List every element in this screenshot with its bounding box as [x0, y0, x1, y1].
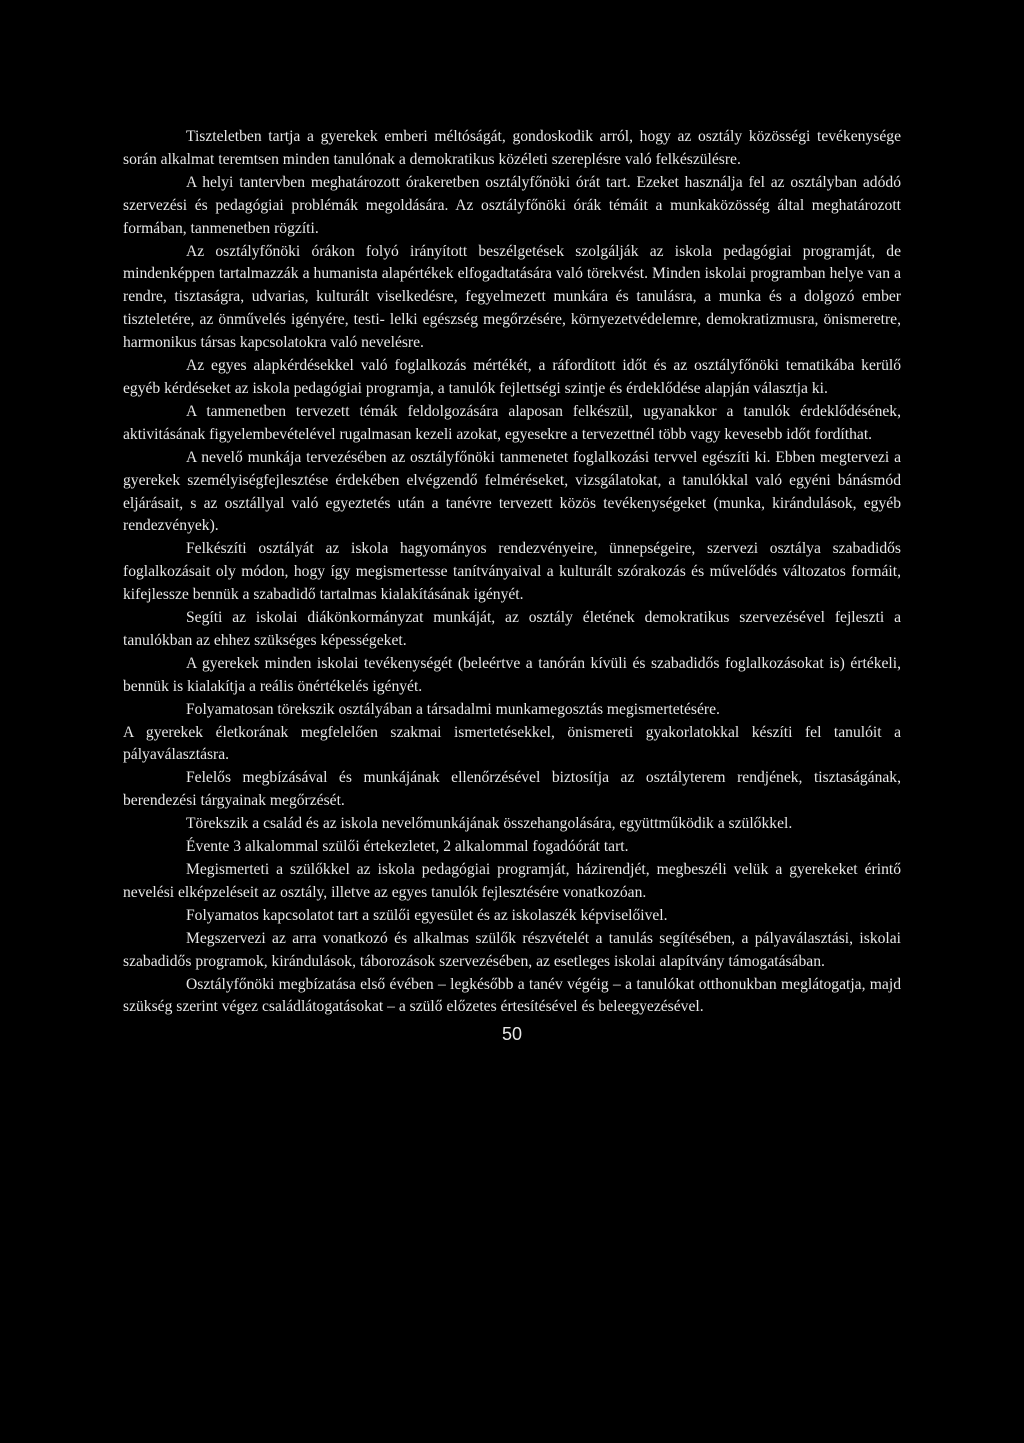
paragraph-12: Felelős megbízásával és munkájának ellenőrzésével biztosítja az osztályterem rendjének, tisztaságának, berendezési tárgyainak megőrzését.	[123, 769, 901, 810]
paragraph-14: Évente 3 alkalommal szülői értekezletet, 2 alkalommal fogadóórát tart.	[186, 838, 629, 856]
paragraph-4: Az egyes alapkérdésekkel való foglalkozás mértékét, a ráfordított időt és az osztályfőnöki tematikába kerülő egyéb kérdéseket az iskola pedagógiai programja, a tanulók fejlettségi szintje és érdeklődése alapján választja ki.	[123, 357, 901, 397]
paragraph-16: Folyamatos kapcsolatot tart a szülői egyesület és az iskolaszék képviselőivel.	[186, 906, 668, 924]
paragraph-5: A tanmenetben tervezett témák feldolgozására alaposan felkészül, ugyanakkor a tanulók érdeklődésének, aktivitásának figyelembevételével rugalmasan kezeli azokat, egyesekre a tervezettnél több vagy kevesebb időt fordíthat.	[123, 402, 901, 443]
paragraph-6: A nevelő munkája tervezésében az osztályfőnöki tanmenetet foglalkozási tervvel egészíti ki. Ebben megtervezi a gyerekek személyiségfejlesztése érdekében elvégzendő felméréseket, vizsgálatokat, a tanulókkal való egyéni bánásmód eljárásait, s az osztállyal való egyeztetés után a tanévre tervezett közös tevékenységeket (munka, kirándulások, egyéb rendezvények).	[123, 448, 901, 535]
page-number: 50	[501, 1024, 523, 1044]
paragraph-7: Felkészíti osztályát az iskola hagyományos rendezvényeire, ünnepségeire, szervezi osztálya szabadidős foglalkozásait oly módon, hogy így megismertesse tanítványaival a kulturált szórakozás és művelődés változatos formáit, kifejlessze bennük a szabadidő tartalmas kialakításának igényét.	[123, 540, 901, 604]
paragraph-1: Tiszteletben tartja a gyerekek emberi méltóságát, gondoskodik arról, hogy az osztály közösségi tevékenysége során alkalmat teremtsen minden tanulónak a demokratikus közéleti szereplésre való felkészülésre.	[123, 128, 901, 168]
paragraph-3: Az osztályfőnöki órákon folyó irányított beszélgetések szolgálják az iskola pedagógiai programját, de mindenképpen tartalmazzák a humanista alapértékek elfogadtatására való törekvést. Minden iskolai programban helye van a rendre, tisztaságra, udvarias, kulturált viselkedésre, fegyelmezett munkára és tanulásra, a munka és a dolgozó ember tiszteletére, az önművelés igényére, testi- lelki egészség megőrzésére, környezetvédelemre, demokratizmusra, önismeretre, harmonikus társas kapcsolatokra való nevelésre.	[123, 242, 901, 352]
paragraph-9: A gyerekek minden iskolai tevékenységét (beleértve a tanórán kívüli és szabadidős foglalkozásokat is) értékeli, bennük is kialakítja a reális önértékelés igényét.	[123, 654, 901, 695]
document-body	[123, 126, 901, 1019]
paragraph-13: Törekszik a család és az iskola nevelőmunkájának összehangolására, együttműködik a szülőkkel.	[186, 815, 793, 833]
paragraph-11: A gyerekek életkorának megfelelően szakmai ismertetésekkel, önismereti gyakorlatokkal készíti fel tanulóit a pályaválasztásra.	[123, 723, 901, 764]
paragraph-10: Folyamatosan törekszik osztályában a társadalmi munkamegosztás megismertetésére.	[186, 700, 720, 718]
paragraph-8: Segíti az iskolai diákönkormányzat munkáját, az osztály életének demokratikus szervezésével fejleszti a tanulókban az ehhez szükséges képességeket.	[123, 609, 901, 649]
paragraph-2: A helyi tantervben meghatározott órakeretben osztályfőnöki órát tart. Ezeket használja fel az osztályban adódó szervezési és pedagógiai problémák megoldására. Az osztályfőnöki órák témáit a munkaközösség által meghatározott formában, tanmenetben rögzíti.	[123, 173, 901, 237]
paragraph-18: Osztályfőnöki megbízatása első évében – legkésőbb a tanév végéig – a tanulókat otthonukban meglátogatja, majd szükség szerint végez családlátogatásokat – a szülő előzetes értesítésével és beleegyezésével.	[123, 975, 901, 1016]
paragraph-17: Megszervezi az arra vonatkozó és alkalmas szülők részvételét a tanulás segítésében, a pályaválasztási, iskolai szabadidős programok, kirándulások, táborozások szervezésében, az esetleges iskolai alapítvány támogatásában.	[123, 929, 901, 970]
paragraph-15: Megismerteti a szülőkkel az iskola pedagógiai programját, házirendjét, megbeszéli velük a gyerekeket érintő nevelési elképzeléseit az osztály, illetve az egyes tanulók fejlesztésére vonatkozóan.	[123, 861, 901, 901]
